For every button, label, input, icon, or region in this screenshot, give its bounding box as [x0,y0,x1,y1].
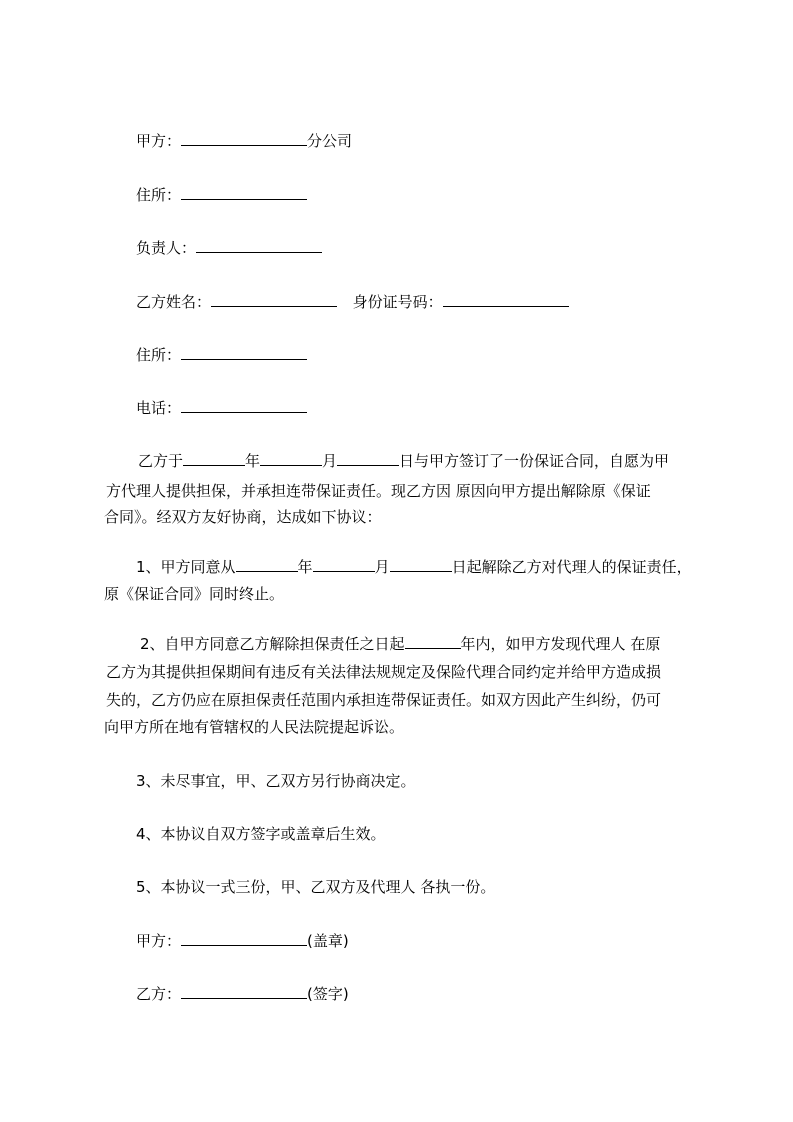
clause-1-text-a: 1、甲方同意从 [136,558,236,576]
phone-blank[interactable] [181,398,307,413]
signature-b-label: 乙方： [136,985,182,1003]
signature-a-blank[interactable] [181,931,307,946]
intro-text-1c: 月 [322,452,338,470]
clause-2-line-3: 失的，乙方仍应在原担保责任范围内承担连带保证责任。如双方因此产生纠纷，仍可 [106,691,662,709]
clause-1-year-blank[interactable] [236,557,298,572]
clause-2-years-blank[interactable] [405,634,461,649]
party-b-name-blank[interactable] [211,292,337,307]
intro-month-blank[interactable] [260,451,322,466]
signature-b-line [136,984,349,1004]
intro-text-1d: 日与甲方签订了一份保证合同，自愿为甲 [399,452,670,470]
party-a-label: 甲方： [136,132,182,150]
party-b-address-blank[interactable] [181,345,307,360]
clause-1-text-c: 月 [374,558,390,576]
intro-text-1b: 年 [245,452,261,470]
party-b-id-label: 身份证号码： [352,293,443,311]
phone-line [136,398,307,418]
intro-text-1a: 乙方于 [138,452,184,470]
clause-1-day-blank[interactable] [390,557,452,572]
phone-label: 电话： [136,399,182,417]
clause-2-line-4: 向甲方所在地有管辖权的人民法院提起诉讼。 [104,718,405,736]
party-a-suffix: 分公司 [307,132,353,150]
intro-line-1 [138,451,669,471]
clause-4: 4、本协议自双方签字或盖章后生效。 [136,825,386,843]
party-b-address-line [136,345,307,365]
party-b-id-blank[interactable] [443,292,569,307]
party-a-address-blank[interactable] [181,185,307,200]
party-b-name-label: 乙方姓名： [136,293,212,311]
party-a-address-label: 住所： [136,186,182,204]
clause-3: 3、未尽事宜，甲、乙双方另行协商决定。 [136,772,416,790]
clause-1-line-1 [136,557,692,577]
signature-b-blank[interactable] [181,984,307,999]
clause-2-line-2: 乙方为其提供担保期间有违反有关法律法规规定及保险代理合同约定并给甲方造成损 [106,663,662,681]
party-b-line [136,292,569,312]
clause-2-line-1 [140,634,660,654]
party-b-address-label: 住所： [136,346,182,364]
party-a-line [136,131,352,151]
clause-1-text-b: 年 [297,558,313,576]
intro-line-2: 方代理人提供担保，并承担连带保证责任。现乙方因 原因向甲方提出解除原《保证 [106,482,651,500]
intro-line-3: 合同》。经双方友好协商，达成如下协议： [104,508,382,526]
signature-a-suffix: (盖章) [307,932,349,950]
party-a-address-line [136,185,307,205]
responsible-person-label: 负责人： [136,239,197,257]
signature-a-label: 甲方： [136,932,182,950]
signature-b-suffix: (签字) [307,985,349,1003]
clause-2-text-a: 2、自甲方同意乙方解除担保责任之日起 [140,635,405,653]
clause-1-text-d: 日起解除乙方对代理人的保证责任， [451,558,692,576]
party-a-blank[interactable] [181,131,307,146]
responsible-person-line [136,238,322,258]
signature-a-line [136,931,349,951]
clause-5: 5、本协议一式三份，甲、乙双方及代理人 各执一份。 [136,878,496,896]
clause-1-line-2: 原《保证合同》同时终止。 [104,585,285,603]
intro-day-blank[interactable] [337,451,399,466]
clause-2-text-b: 年内，如甲方发现代理人 在原 [460,635,661,653]
responsible-person-blank[interactable] [196,238,322,253]
clause-1-month-blank[interactable] [313,557,375,572]
intro-year-blank[interactable] [183,451,245,466]
